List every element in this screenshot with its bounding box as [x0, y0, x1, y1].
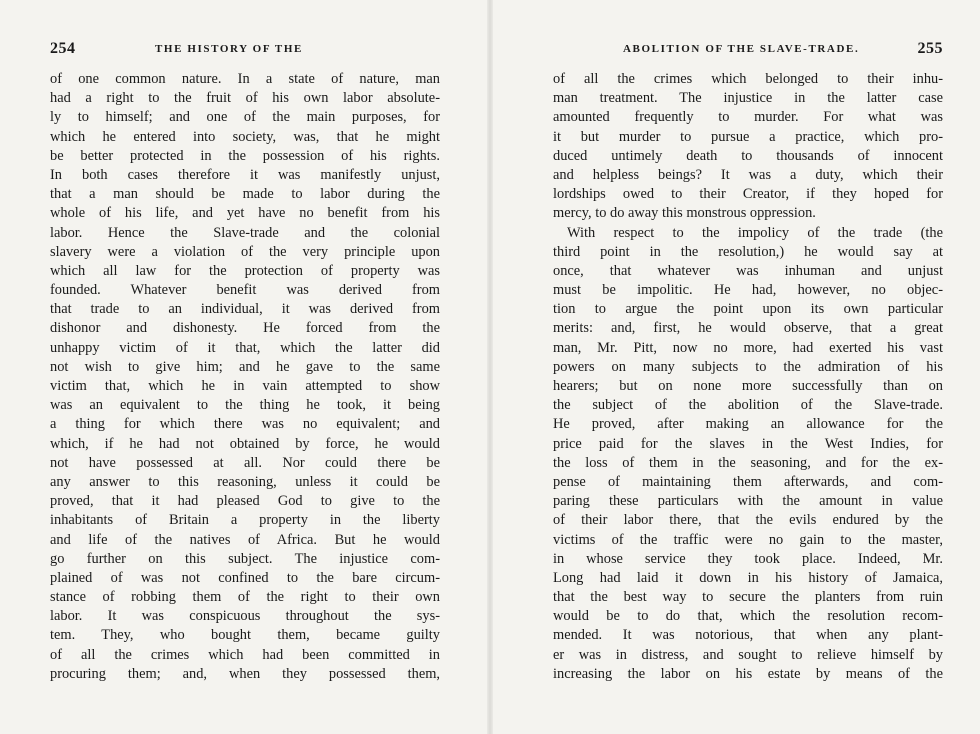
- text-line: not have possessed at all. Nor could there be: [50, 454, 440, 471]
- text-line: victims of the traffic were no gain to the master,: [553, 531, 943, 548]
- text-line: labor. Hence the Slave-trade and the colonial: [50, 224, 440, 241]
- text-line: Long had laid it down in his history of Jamaica,: [553, 569, 943, 586]
- text-line: man treatment. The injustice in the latter case: [553, 90, 943, 107]
- left-page: [0, 0, 487, 734]
- right-page: [493, 0, 980, 734]
- paragraph-start-line: With respect to the impolicy of the trade (the: [567, 224, 943, 241]
- text-line: price paid for the slaves in the West Indies, for: [553, 435, 943, 452]
- text-line: mercy, to do away this monstrous oppression.: [553, 205, 816, 222]
- text-line: that the best way to secure the planters from ruin: [553, 589, 943, 606]
- text-line: would be to do that, which the resolution recom-: [553, 608, 943, 625]
- text-line: stance of robbing them of the right to their own: [50, 589, 440, 606]
- text-line: ly to himself; and one of the main purposes, for: [50, 109, 440, 126]
- text-line: duced untimely death to thousands of innocent: [553, 147, 943, 164]
- text-line: of all the crimes which belonged to their inhu-: [553, 71, 943, 87]
- text-line: unhappy victim of it that, which the latter did: [50, 339, 440, 356]
- text-line: founded. Whatever benefit was derived from: [50, 282, 440, 299]
- left-running-head: THE HISTORY OF THE: [155, 43, 303, 55]
- text-line: merits: and, first, he would observe, that a great: [553, 320, 943, 337]
- text-line: er was in distress, and sought to relieve himself by: [553, 646, 943, 663]
- text-line: in whose service they took place. Indeed, Mr.: [553, 550, 943, 567]
- right-page-body: [553, 70, 943, 684]
- text-line: not wish to give him; and he gave to the same: [50, 358, 440, 375]
- text-line: labor. It was conspicuous throughout the sys-: [50, 608, 440, 625]
- text-line: hearers; but on none more successfully than on: [553, 378, 943, 394]
- text-line: tem. They, who bought them, became guilty: [50, 627, 440, 644]
- text-line: which he entered into society, was, that he might: [50, 128, 440, 145]
- text-line: go further on this subject. The injustice com-: [50, 550, 440, 567]
- text-line: lordships owed to their Creator, if they hoped for: [553, 186, 943, 203]
- text-line: which all law for the protection of property was: [50, 262, 440, 279]
- text-line: In both cases therefore it was manifestly unjust,: [50, 166, 440, 183]
- text-line: dishonor and dishonesty. He forced from the: [50, 320, 440, 337]
- text-line: third point in the resolution,) he would say at: [553, 243, 943, 260]
- text-line: of all the crimes which had been committed in: [50, 646, 440, 663]
- text-line: pense of maintaining them afterwards, and com-: [553, 473, 943, 490]
- text-line: was an equivalent to the thing he took, it being: [50, 397, 440, 414]
- text-line: had a right to the fruit of his own labor absolute-: [50, 90, 440, 107]
- text-line: increasing the labor on his estate by means of the: [553, 665, 943, 682]
- text-line: the loss of them in the seasoning, and for the ex-: [553, 454, 943, 471]
- text-line: of their labor there, that the evils endured by the: [553, 512, 943, 529]
- text-line: any answer to this reasoning, unless it could be: [50, 473, 440, 490]
- text-line: a thing for which there was no equivalent; and: [50, 416, 440, 433]
- text-line: inhabitants of Britain a property in the liberty: [50, 512, 440, 529]
- text-line: He proved, after making an allowance for the: [553, 416, 943, 433]
- text-line: amounted frequently to murder. For what was: [553, 109, 943, 126]
- text-line: and life of the natives of Africa. But he would: [50, 531, 440, 548]
- text-line: man, Mr. Pitt, now no more, had exerted his vast: [553, 339, 943, 356]
- text-line: be better protected in the possession of his rights.: [50, 147, 440, 164]
- text-line: of one common nature. In a state of nature, man: [50, 71, 440, 87]
- text-line: which, if he had not obtained by force, he would: [50, 435, 440, 452]
- text-line: that trade to an individual, it was derived from: [50, 301, 440, 318]
- left-page-body: [50, 70, 440, 684]
- text-line: it but murder to pursue a practice, which pro-: [553, 128, 943, 145]
- text-line: slavery were a violation of the very principle upon: [50, 243, 440, 260]
- text-line: must be impolitic. He had, however, no objec-: [553, 282, 943, 299]
- text-line: proved, that it had pleased God to give to the: [50, 493, 440, 510]
- text-line: paring these particulars with the amount in value: [553, 493, 943, 510]
- right-page-number: 255: [917, 40, 943, 57]
- text-line: procuring them; and, when they possessed them,: [50, 665, 440, 682]
- left-page-header: [50, 40, 440, 62]
- text-line: that a man should be made to labor during the: [50, 186, 440, 203]
- text-line: tion to argue the point upon its own particular: [553, 301, 943, 318]
- text-line: whole of his life, and yet have no benefit from his: [50, 205, 440, 222]
- text-line: powers on many subjects to the admiration of his: [553, 358, 943, 375]
- text-line: once, that whatever was inhuman and unjust: [553, 262, 943, 279]
- text-line: victim that, which he in vain attempted to show: [50, 378, 440, 394]
- text-line: plained of was not confined to the bare circum-: [50, 569, 440, 586]
- left-page-number: 254: [50, 40, 76, 57]
- text-line: and helpless beings? It was a duty, which their: [553, 166, 943, 183]
- text-line: the subject of the abolition of the Slave-trade.: [553, 397, 943, 414]
- right-page-header: [553, 40, 943, 62]
- text-line: mended. It was notorious, that when any plant-: [553, 627, 943, 644]
- right-running-head: ABOLITION OF THE SLAVE-TRADE.: [623, 43, 860, 55]
